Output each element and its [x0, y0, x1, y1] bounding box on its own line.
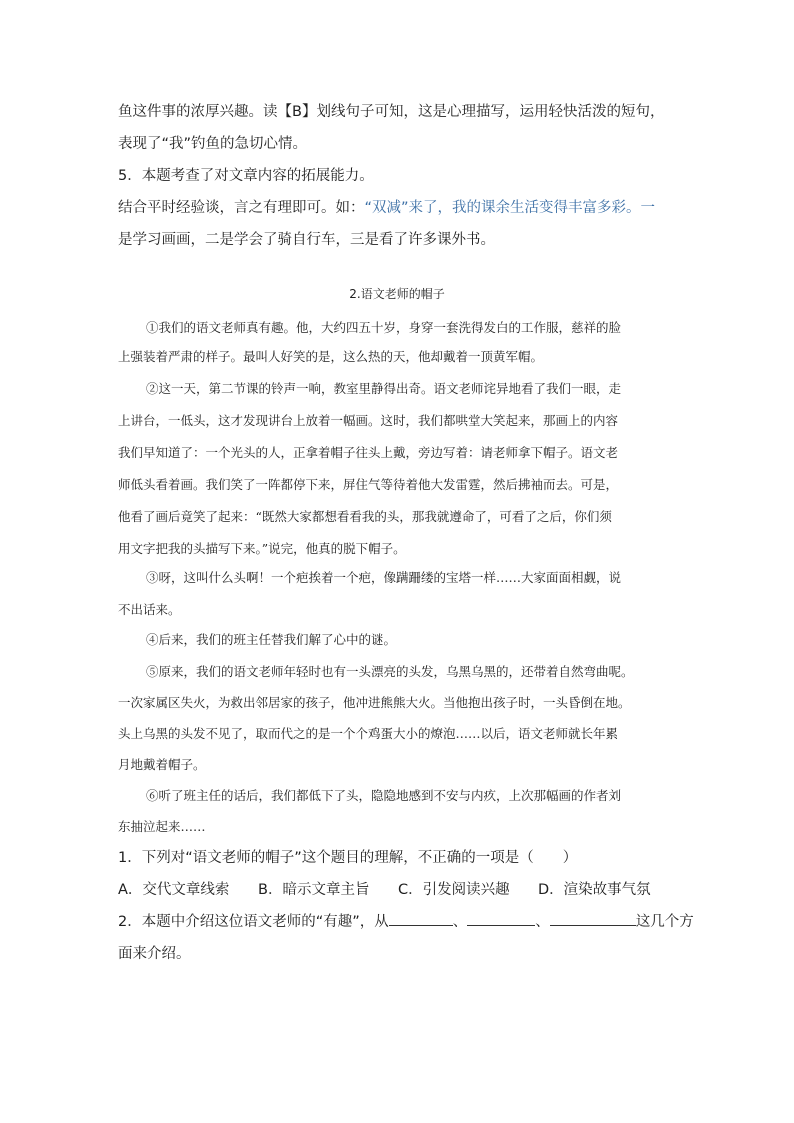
- passage-line: 他看了画后竟笑了起来：“既然大家都想看看我的头，那我就遵命了，可看了之后，你们须: [118, 509, 612, 524]
- option-d[interactable]: D．渲染故事气氛: [538, 882, 651, 898]
- passage-line: 月地戴着帽子。: [118, 757, 206, 772]
- answer-prefix: 结合平时经验谈，言之有理即可。如：: [118, 200, 365, 216]
- blank-separator: 、: [452, 914, 468, 930]
- passage-line: ①我们的语文老师真有趣。他，大约四五十岁，身穿一套洗得发白的工作服，慈祥的脸: [146, 320, 622, 335]
- passage-line: ⑤原来，我们的语文老师年轻时也有一头漂亮的头发，乌黑乌黑的，还带着自然弯曲呢。: [146, 664, 634, 679]
- passage-title: 2.语文老师的帽子: [349, 287, 445, 301]
- passage-line: 一次家属区失火，为救出邻居家的孩子，他冲进熊熊大火。当他抱出孩子时，一头昏倒在地。: [118, 695, 631, 710]
- passage-line: 头上乌黑的头发不见了，取而代之的是一个个鸡蛋大小的燎泡……以后，语文老师就长年累: [118, 726, 619, 741]
- question-2-prefix: 2．本题中介绍这位语文老师的“有趣”，从: [118, 914, 389, 930]
- answer-line: 表现了“我”钓鱼的急切心情。: [118, 136, 308, 152]
- passage-line: ③呀，这叫什么头啊！一个疤挨着一个疤，像蹒跚缕的宝塔一样……大家面面相觑，说: [146, 570, 622, 585]
- answer-line: 鱼这件事的浓厚兴趣。读【B】划线句子可知，这是心理描写，运用轻快活泼的短句，: [118, 104, 665, 120]
- passage-line: ⑥听了班主任的话后，我们都低下了头，隐隐地感到不安与内疚，上次那幅画的作者刘: [146, 788, 622, 803]
- passage-line: 用文字把我的头描写下来。”说完，他真的脱下帽子。: [118, 541, 406, 556]
- question-1: 1．下列对“语文老师的帽子”这个题目的理解，不正确的一项是（ ）: [118, 850, 578, 866]
- passage-line: 师低头看着画。我们笑了一阵都停下来，屏住气等待着他大发雷霆，然后拂袖而去。可是，: [118, 477, 619, 492]
- answer-line: 是学习画画，二是学会了骑自行车，三是看了许多课外书。: [118, 232, 495, 248]
- option-a[interactable]: A．交代文章线索: [118, 882, 230, 898]
- passage-line: ②这一天，第二节课的铃声一响，教室里静得出奇。语文老师诧异地看了我们一眼，走: [146, 381, 622, 396]
- question-1-options: [118, 878, 678, 899]
- question-2-continuation: 面来介绍。: [118, 946, 191, 962]
- passage-line: ④后来，我们的班主任替我们解了心中的谜。: [146, 632, 397, 647]
- question-2: [118, 910, 694, 931]
- passage-line: 我们早知道了：一个光头的人，正拿着帽子往头上戴，旁边写着：请老师拿下帽子。语文老: [118, 445, 619, 460]
- question-2-suffix: 这几个方: [635, 914, 694, 930]
- answer-blank-2[interactable]: [467, 911, 535, 926]
- answer-line: [118, 196, 655, 217]
- blank-separator: 、: [535, 914, 550, 930]
- passage-line: 不出话来。: [118, 602, 181, 617]
- option-c[interactable]: C．引发阅读兴趣: [398, 882, 510, 898]
- passage-line: 上讲台，一低头，这才发现讲台上放着一幅画。这时，我们都哄堂大笑起来，那画上的内容: [118, 413, 619, 428]
- passage-line: 东抽泣起来……: [118, 819, 206, 834]
- answer-blank-1[interactable]: [389, 911, 453, 926]
- option-b[interactable]: B．暗示文章主旨: [258, 882, 370, 898]
- answer-blank-3[interactable]: [550, 911, 636, 926]
- passage-line: 上强装着严肃的样子。最叫人好笑的是，这么热的天，他却戴着一顶黄军帽。: [118, 349, 544, 364]
- answer-line: 5．本题考查了对文章内容的拓展能力。: [118, 168, 374, 184]
- answer-example: “双减”来了，我的课余生活变得丰富多彩。一: [364, 200, 656, 216]
